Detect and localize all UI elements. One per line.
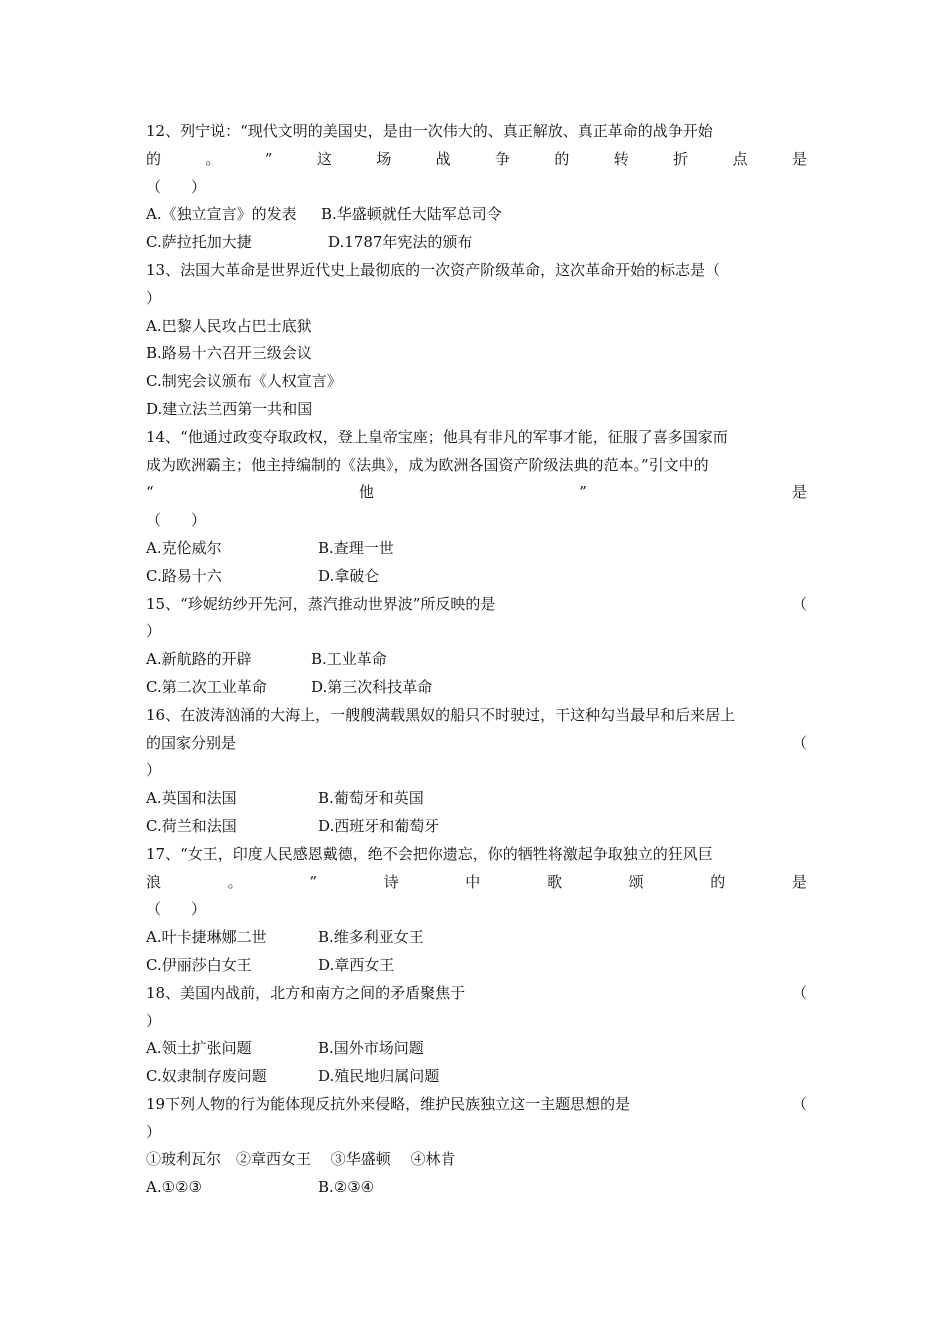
q12-option-c: C.萨拉托加大捷 (146, 233, 252, 252)
q12-option-d: D.1787年宪法的颁布 (328, 233, 473, 252)
q12-options-row2 (146, 229, 807, 257)
q17-options-row2 (146, 952, 807, 980)
q16-option-c: C.荷兰和法国 (146, 816, 237, 835)
q14-options-row1 (146, 535, 807, 563)
q12-option-a: A.《独立宣言》的发表 (146, 205, 297, 224)
q12-option-b: B.华盛顿就任大陆军总司令 (321, 205, 502, 224)
q15-option-d: D.第三次科技革命 (311, 677, 433, 696)
q13-option-a: A.巴黎人民攻占巴士底狱 (146, 316, 312, 335)
q19-stem-line1: 19下列人物的行为能体现反抗外来侵略，维护民族独立这一主题思想的是 （ (146, 1094, 807, 1113)
q14-option-a: A.克伦威尔 (146, 538, 222, 557)
q14-options-row2 (146, 563, 807, 591)
q15-stem-line2: ） (146, 622, 162, 641)
q18-option-c: C.奴隶制存废问题 (146, 1067, 267, 1086)
q13-option-b: B.路易十六召开三级会议 (146, 344, 312, 363)
q14-option-c: C.路易十六 (146, 566, 222, 585)
q16-stem-line3: ） (146, 761, 162, 780)
q18-options-row1 (146, 1035, 807, 1063)
q13-option-c: C.制宪会议颁布《人权宣言》 (146, 372, 342, 391)
q17-option-d: D.章西女王 (318, 955, 395, 974)
q19-option-a: A.①②③ (146, 1178, 202, 1197)
q19-option-b: B.②③④ (318, 1178, 375, 1197)
q17-option-a: A.叶卡捷琳娜二世 (146, 928, 267, 947)
q19-options-row1 (146, 1174, 807, 1202)
q15-options-row2 (146, 674, 807, 702)
q15-options-row1 (146, 646, 807, 674)
q19-items: ①玻利瓦尔 ②章西女王 ③华盛顿 ④林肯 (146, 1150, 456, 1169)
q17-option-c: C.伊丽莎白女王 (146, 955, 252, 974)
q13-stem-line1: 13、法国大革命是世界近代史上最彻底的一次资产阶级革命，这次革命开始的标志是（ (146, 260, 721, 279)
q16-option-d: D.西班牙和葡萄牙 (318, 816, 440, 835)
q15-option-c: C.第二次工业革命 (146, 677, 267, 696)
q17-stem-line1: 17、“女王，印度人民感恩戴德，绝不会把你遗忘，你的牺牲将激起争取独立的狂风巨 (146, 844, 713, 863)
q12-stem-line1: 12、列宁说：“现代文明的美国史，是由一次伟大的、真正解放、真正革命的战争开始 (146, 122, 713, 140)
q16-stem-line1: 16、在波涛汹涌的大海上，一艘艘满载黑奴的船只不时驶过，干这种勾当最早和后来居上 (146, 705, 736, 724)
q17-answer-paren: （ ） (146, 900, 207, 919)
q12-options-row1 (146, 201, 807, 229)
q16-option-a: A.英国和法国 (146, 789, 237, 808)
q19-stem-line2: ） (146, 1122, 162, 1141)
q14-answer-paren: （ ） (146, 511, 207, 530)
question-page (146, 118, 807, 1202)
q16-option-b: B.葡萄牙和英国 (318, 789, 424, 808)
q18-option-d: D.殖民地归属问题 (318, 1067, 440, 1086)
q18-stem-line1: 18、美国内战前，北方和南方之间的矛盾聚焦于 （ (146, 983, 807, 1002)
q14-stem-line2: 成为欧洲霸主；他主持编制的《法典》，成为欧洲各国资产阶级法典的范本。”引文中的 (146, 455, 709, 474)
q14-option-b: B.查理一世 (318, 538, 394, 557)
q12-answer-paren: （ ） (146, 177, 207, 196)
q14-stem-line1: 14、“他通过政变夺取政权，登上皇帝宝座；他具有非凡的军事才能，征服了喜多国家而 (146, 427, 728, 446)
q15-option-b: B.工业革命 (311, 650, 387, 669)
q17-option-b: B.维多利亚女王 (318, 928, 424, 947)
q15-stem-line1: 15、“珍妮纺纱开先河，蒸汽推动世界波”所反映的是 （ (146, 594, 807, 613)
q13-option-d: D.建立法兰西第一共和国 (146, 399, 313, 418)
q12-stem-line2: 的 。 ” 这 场 战 争 的 转 折 点 是 (146, 149, 807, 168)
q17-options-row1 (146, 924, 807, 952)
q16-stem-line2: 的国家分别是 （ (146, 733, 807, 752)
q17-stem-line2: 浪 。 ” 诗 中 歌 颂 的 是 (146, 872, 807, 891)
q18-option-a: A.领土扩张问题 (146, 1039, 252, 1058)
q18-option-b: B.国外市场问题 (318, 1039, 424, 1058)
q16-options-row1 (146, 785, 807, 813)
q18-options-row2 (146, 1063, 807, 1091)
q18-stem-line2: ） (146, 1011, 162, 1030)
q14-option-d: D.拿破仑 (318, 566, 380, 585)
q15-option-a: A.新航路的开辟 (146, 650, 252, 669)
q13-stem-line2: ） (146, 288, 162, 307)
q14-stem-line3: “ 他 ” 是 (146, 483, 807, 502)
q16-options-row2 (146, 813, 807, 841)
